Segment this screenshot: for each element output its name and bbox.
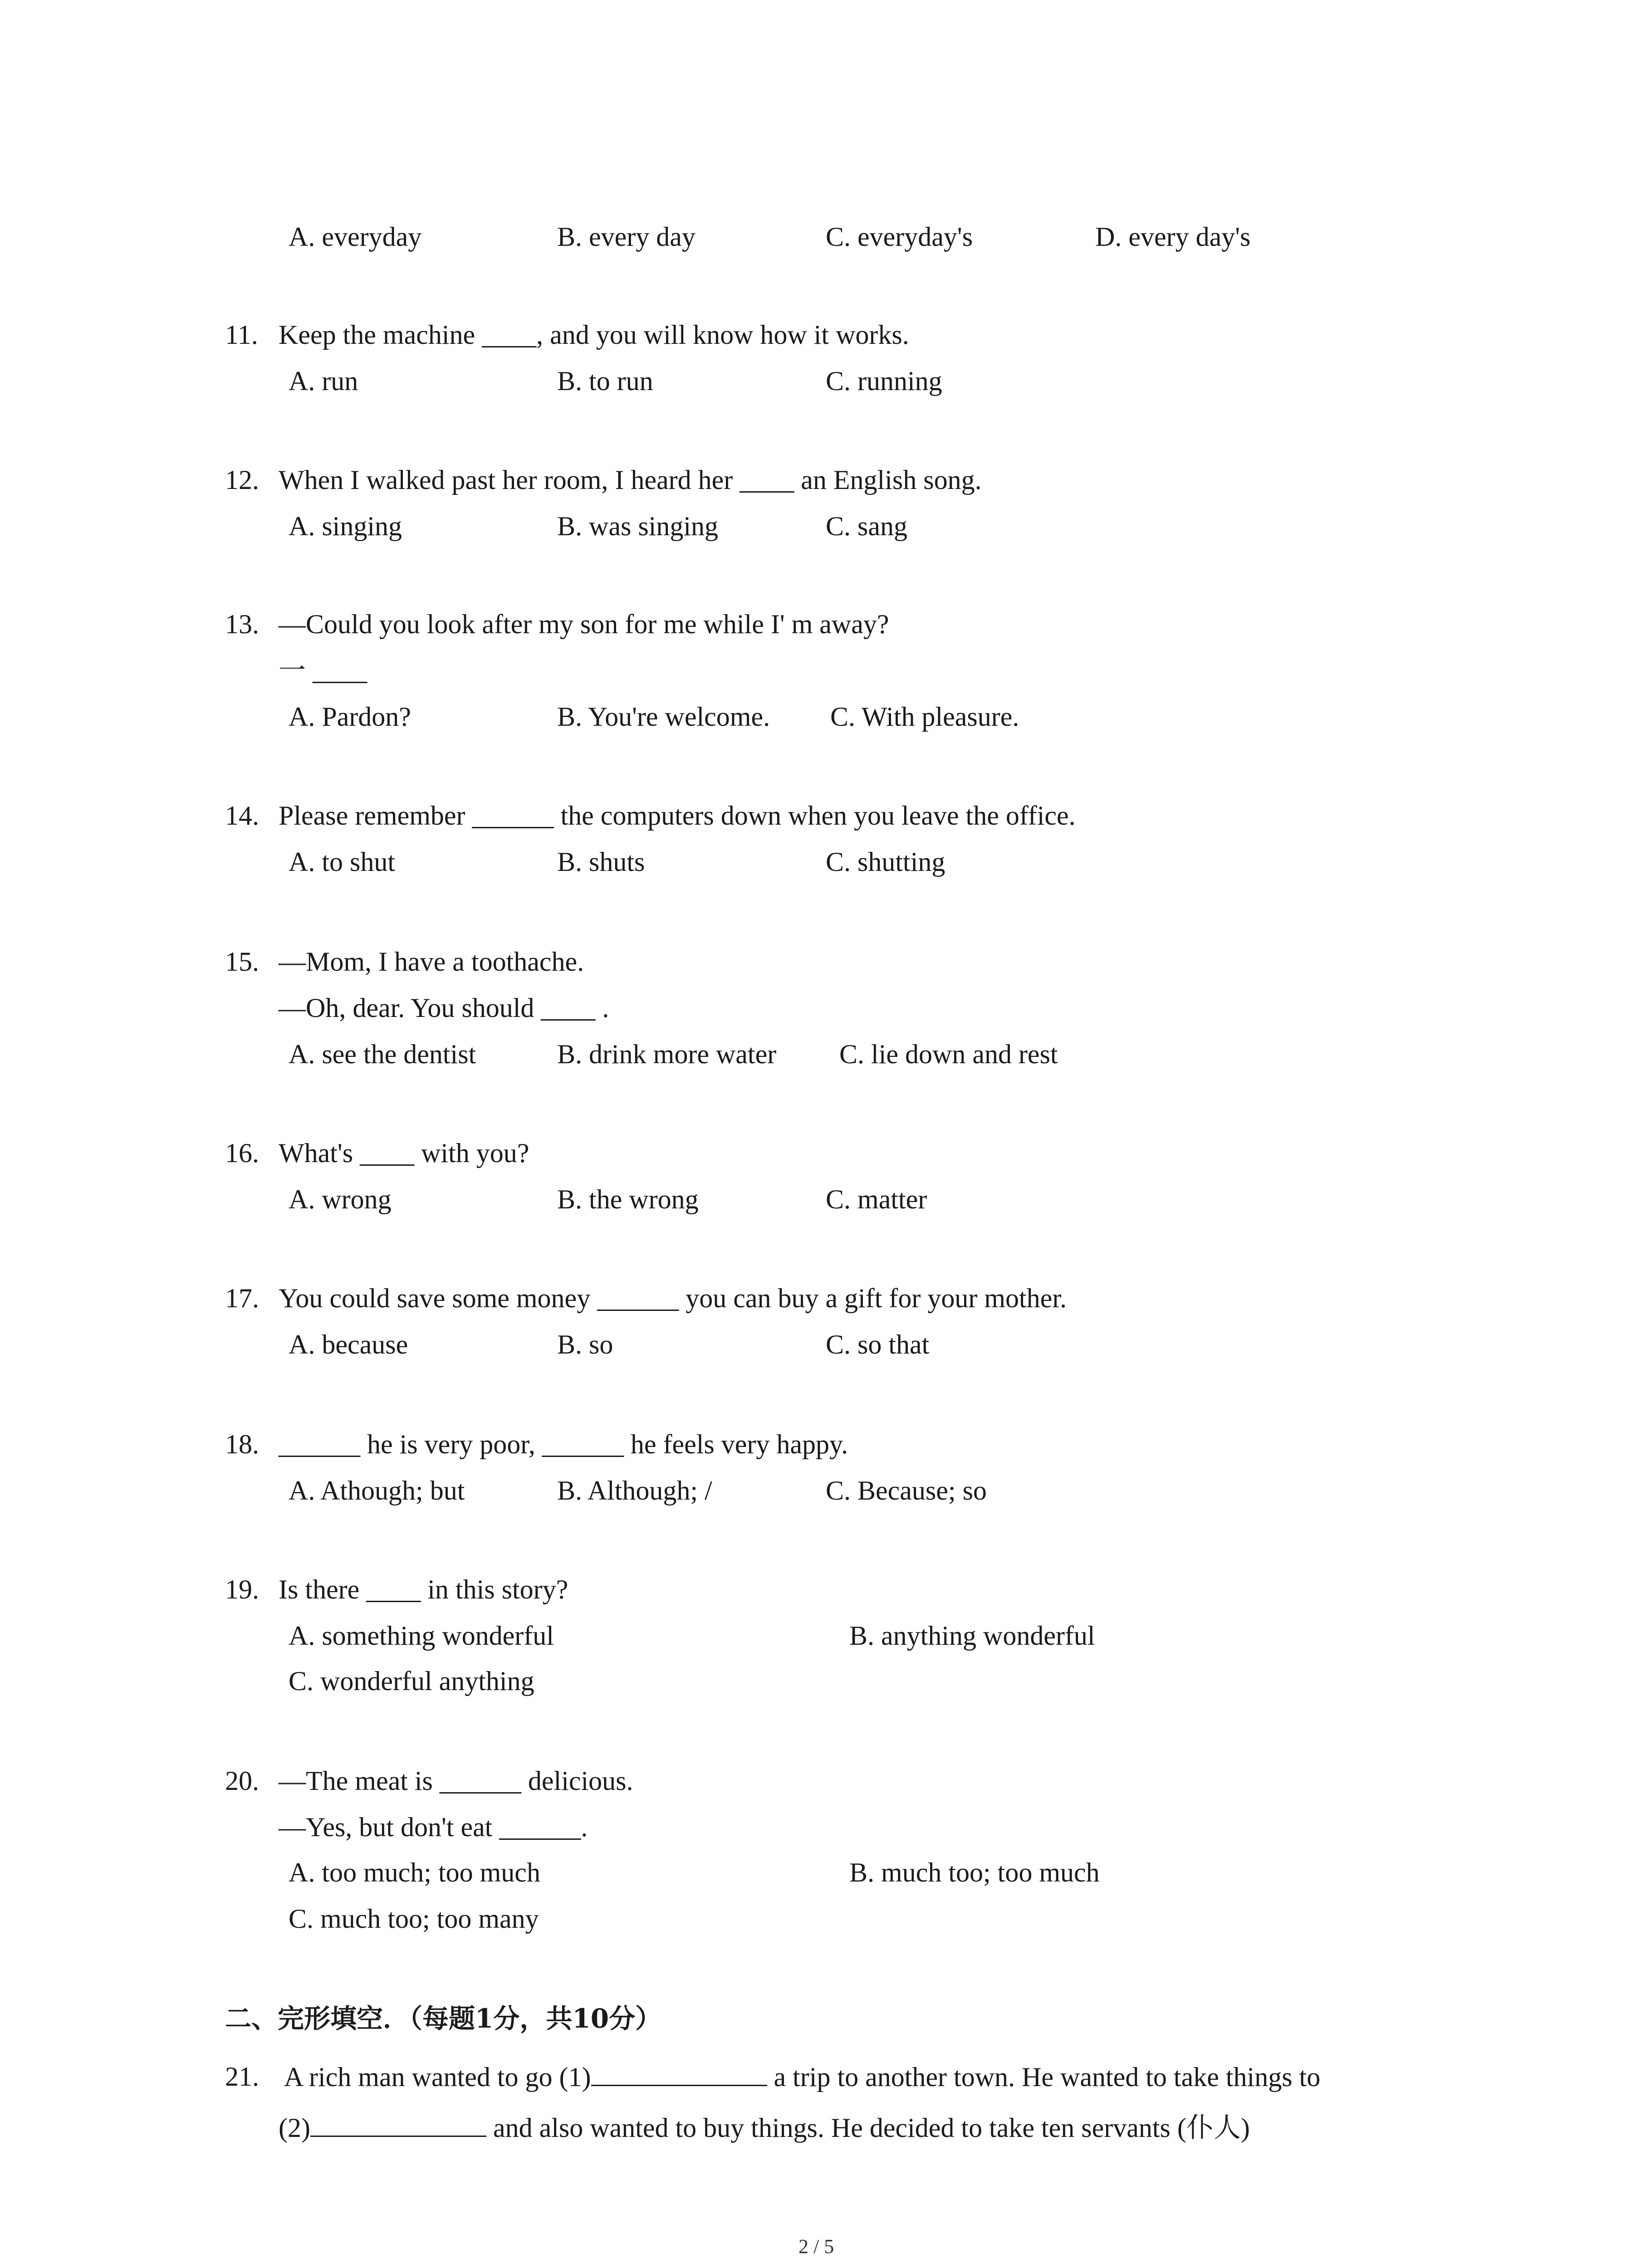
option-b: B. was singing bbox=[557, 511, 719, 541]
answer-blank[interactable] bbox=[591, 2059, 767, 2086]
passage-line-1 bbox=[284, 2059, 1320, 2094]
option-c: C. sang bbox=[826, 511, 907, 541]
question-number: 11. bbox=[225, 320, 258, 350]
question-stem-reply: —Oh, dear. You should ____ . bbox=[279, 993, 609, 1023]
question-stem: Is there ____ in this story? bbox=[279, 1574, 568, 1604]
question-number: 15. bbox=[225, 947, 259, 977]
question-stem: —Mom, I have a toothache. bbox=[279, 947, 584, 977]
question-number: 18. bbox=[225, 1429, 259, 1459]
option-c: C. Because; so bbox=[826, 1476, 987, 1505]
option-b: B. every day bbox=[557, 222, 696, 252]
option-c: C. so that bbox=[826, 1330, 930, 1359]
question-stem: You could save some money ______ you can buy a gift for your mother. bbox=[279, 1283, 1067, 1313]
option-b: B. drink more water bbox=[557, 1039, 777, 1069]
option-a: A. because bbox=[289, 1330, 408, 1359]
question-stem-reply: 一 ____ bbox=[279, 655, 367, 685]
option-b: B. Although; / bbox=[557, 1476, 712, 1505]
option-a: A. to shut bbox=[289, 847, 396, 877]
question-stem-reply: —Yes, but don't eat ______. bbox=[279, 1812, 588, 1842]
question-number: 17. bbox=[225, 1283, 259, 1313]
option-a: A. too much; too much bbox=[289, 1857, 540, 1887]
option-c: C. running bbox=[826, 366, 942, 396]
option-c: C. lie down and rest bbox=[839, 1039, 1058, 1069]
option-a: A. wrong bbox=[289, 1184, 392, 1214]
question-number: 19. bbox=[225, 1574, 259, 1604]
passage-text: A rich man wanted to go (1) bbox=[284, 2062, 591, 2092]
option-a: A. Athough; but bbox=[289, 1476, 465, 1505]
section-heading: 二、完形填空．（每题1分，共10分） bbox=[225, 2003, 662, 2034]
question-stem: —The meat is ______ delicious. bbox=[279, 1766, 633, 1796]
option-c: C. much too; too many bbox=[289, 1904, 539, 1934]
option-b: B. anything wonderful bbox=[849, 1621, 1095, 1651]
question-number: 13. bbox=[225, 609, 259, 639]
passage-text: and also wanted to buy things. He decided to take ten servants (仆人) bbox=[486, 2113, 1250, 2143]
option-b: B. You're welcome. bbox=[557, 702, 770, 732]
option-a: A. Pardon? bbox=[289, 702, 411, 732]
option-a: A. everyday bbox=[289, 222, 422, 252]
question-stem: What's ____ with you? bbox=[279, 1138, 529, 1168]
question-number: 21. bbox=[225, 2062, 259, 2092]
passage-text: a trip to another town. He wanted to take things to bbox=[767, 2062, 1321, 2092]
option-c: C. wonderful anything bbox=[289, 1666, 534, 1696]
page-number: 2 / 5 bbox=[798, 2235, 834, 2258]
option-b: B. so bbox=[557, 1330, 613, 1359]
option-a: A. see the dentist bbox=[289, 1039, 476, 1069]
question-stem: Please remember ______ the computers down when you leave the office. bbox=[279, 801, 1076, 831]
option-a: A. run bbox=[289, 366, 358, 396]
question-number: 12. bbox=[225, 465, 259, 495]
question-stem: —Could you look after my son for me while I' m away? bbox=[279, 609, 889, 639]
option-b: B. the wrong bbox=[557, 1184, 699, 1214]
option-c: C. matter bbox=[826, 1184, 927, 1214]
option-c: C. With pleasure. bbox=[830, 702, 1019, 732]
question-number: 20. bbox=[225, 1766, 259, 1796]
question-stem: Keep the machine ____, and you will know how it works. bbox=[279, 320, 909, 350]
option-b: B. to run bbox=[557, 366, 653, 396]
passage-line-2 bbox=[279, 2110, 1250, 2145]
option-a: A. something wonderful bbox=[289, 1621, 554, 1651]
question-number: 14. bbox=[225, 801, 259, 831]
passage-text: (2) bbox=[279, 2113, 310, 2143]
answer-blank[interactable] bbox=[310, 2110, 486, 2137]
option-c: C. everyday's bbox=[826, 222, 973, 252]
option-d: D. every day's bbox=[1095, 222, 1251, 252]
question-stem: When I walked past her room, I heard her ____ an English song. bbox=[279, 465, 982, 495]
option-a: A. singing bbox=[289, 511, 402, 541]
option-b: B. much too; too much bbox=[849, 1857, 1100, 1887]
option-b: B. shuts bbox=[557, 847, 645, 877]
question-stem: ______ he is very poor, ______ he feels very happy. bbox=[279, 1429, 848, 1459]
question-number: 16. bbox=[225, 1138, 259, 1168]
option-c: C. shutting bbox=[826, 847, 945, 877]
